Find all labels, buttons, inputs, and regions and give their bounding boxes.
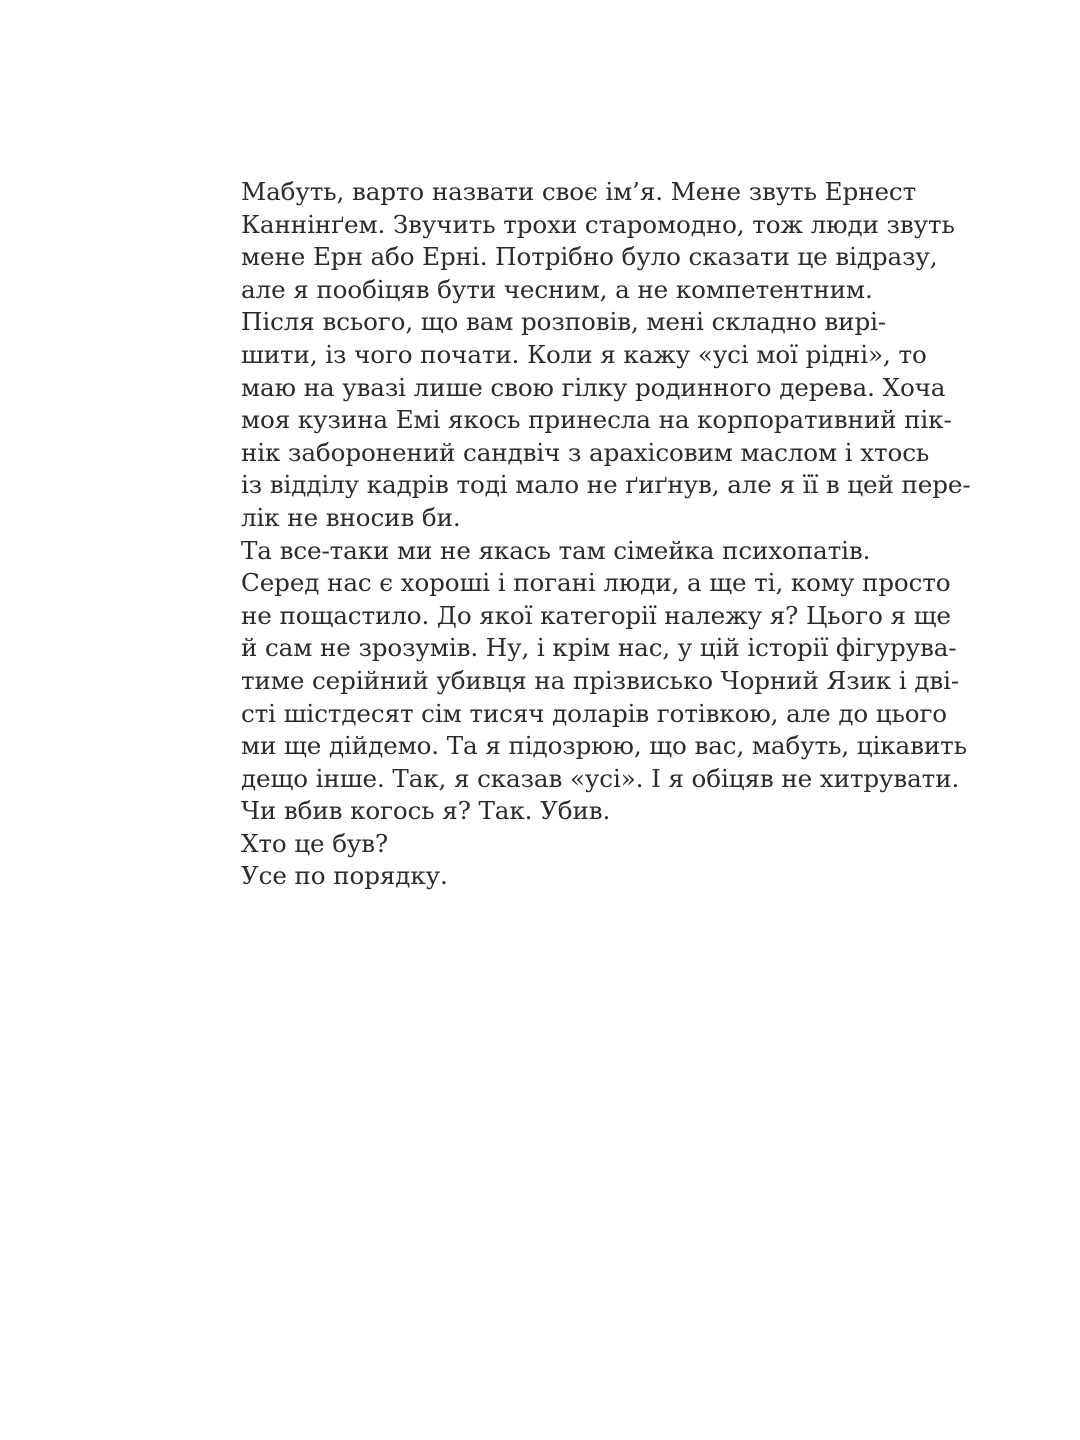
body-text	[241, 176, 971, 893]
paragraph-3-line-1: Та все-таки ми не якась там сімейка психопатів.	[241, 535, 871, 565]
paragraph-3-line-7: ми ще дійдемо. Та я підозрюю, що вас, мабуть, цікавить	[241, 731, 967, 761]
paragraph-3-line-4: й сам не зрозумів. Ну, і крім нас, у цій історії фігурува-	[241, 633, 957, 663]
paragraph-1-line-1: Мабуть, варто назвати своє ім’я. Мене звуть Ернест	[241, 177, 917, 206]
paragraph-4-line-1: Чи вбив когось я? Так. Убив.	[241, 796, 611, 826]
paragraph-3-line-6: сті шістдесят сім тисяч доларів готівкою, але до цього	[241, 698, 948, 728]
paragraph-2-line-3: маю на увазі лише свою гілку родинного дерева. Хоча	[241, 372, 946, 402]
paragraph-2-line-2: шити, із чого почати. Коли я кажу «усі мої рідні», то	[241, 339, 927, 369]
paragraph-1-line-3: мене Ерн або Ерні. Потрібно було сказати це відразу,	[241, 242, 938, 272]
paragraph-2-line-5: нік заборонений сандвіч з арахісовим маслом і хтось	[241, 437, 930, 467]
paragraph-2-line-1: Після всього, що вам розповів, мені складно вирі-	[241, 307, 887, 337]
paragraph-6-line-1: Усе по порядку.	[241, 861, 448, 891]
paragraph-3-line-5: тиме серійний убивця на прізвисько Чорний Язик і дві-	[241, 665, 960, 695]
paragraph-5-line-1: Хто це був?	[241, 828, 389, 858]
paragraph-2-line-4: моя кузина Емі якось принесла на корпоративний пік-	[241, 405, 952, 435]
paragraph-1-line-4: але я пообіцяв бути чесним, а не компетентним.	[241, 274, 873, 304]
paragraph-2-line-7: лік не вносив би.	[241, 502, 461, 532]
paragraph-3-line-3: не пощастило. До якої категорії належу я? Цього я ще	[241, 600, 951, 630]
paragraph-2-line-6: із відділу кадрів тоді мало не ґиґнув, але я її в цей пере-	[241, 470, 971, 500]
paragraph-3-line-8: дещо інше. Так, я сказав «усі». І я обіцяв не хитрувати.	[241, 763, 960, 793]
paragraph-3-line-2: Серед нас є хороші і погані люди, а ще ті, кому просто	[241, 568, 951, 598]
paragraph-1-line-2: Каннінґем. Звучить трохи старомодно, тож люди звуть	[241, 209, 955, 239]
